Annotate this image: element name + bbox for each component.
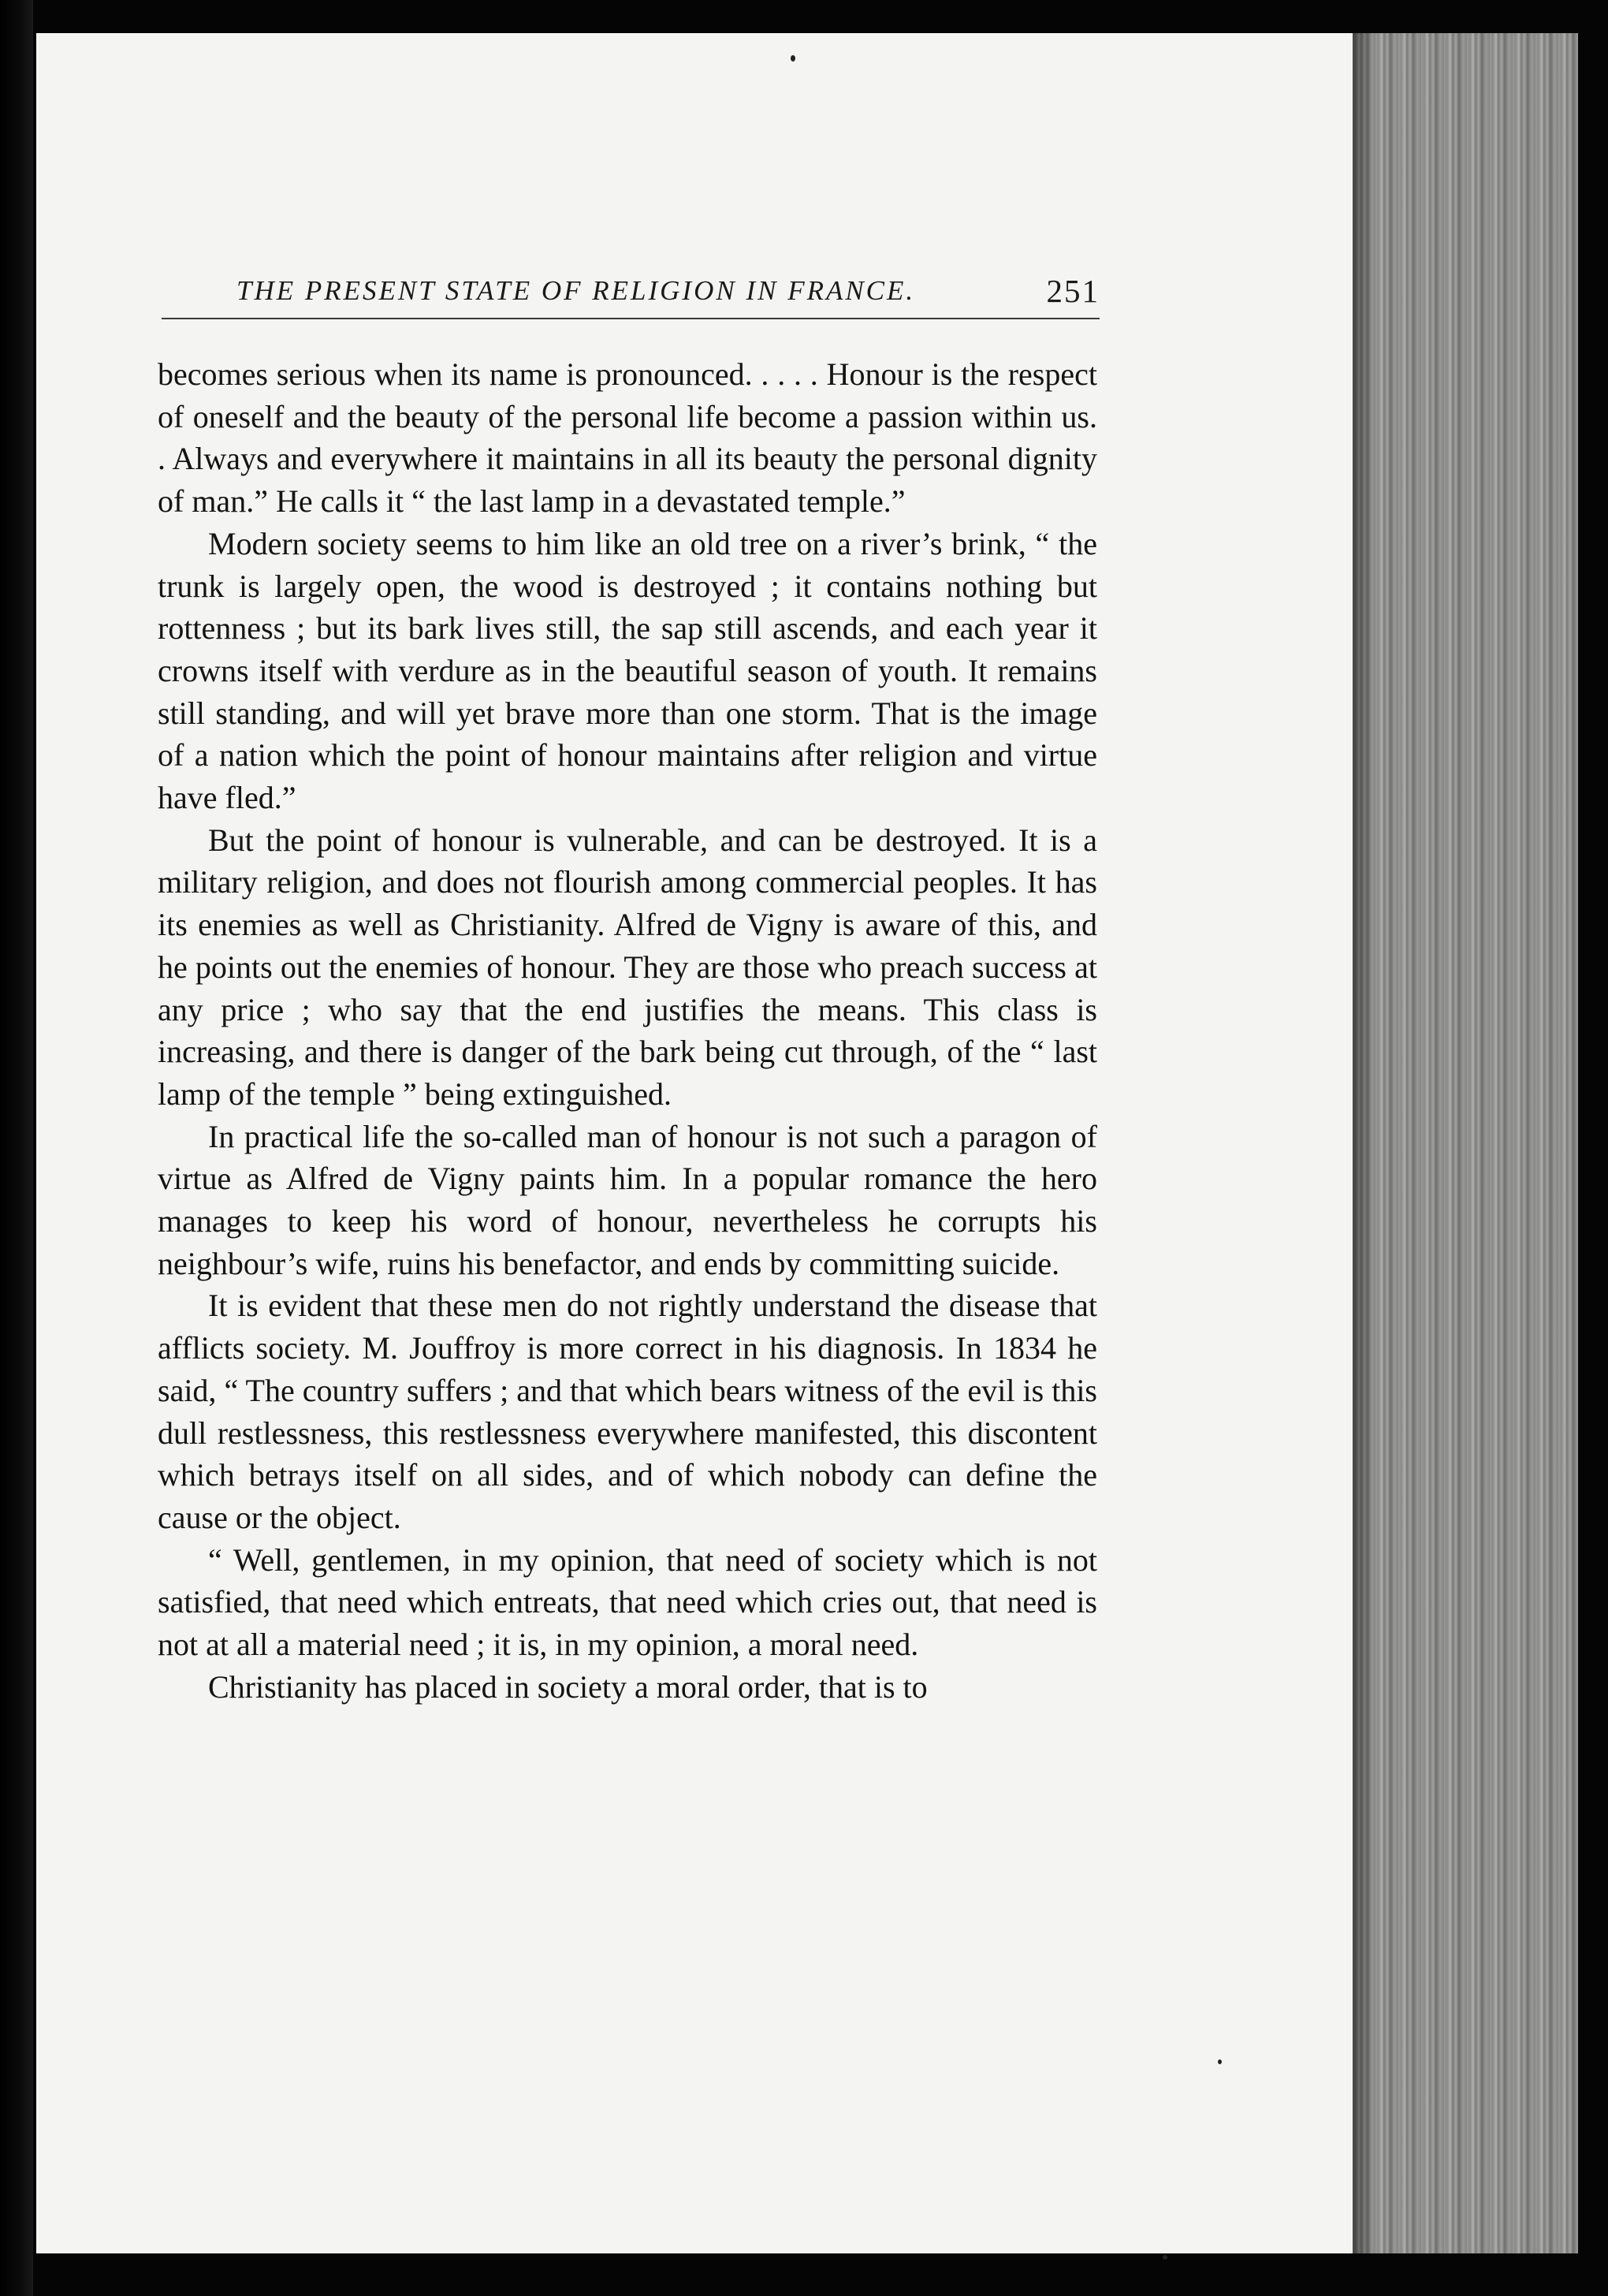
paragraph: It is evident that these men do not rightly understand the disease that afflicts society. M. Jouffroy is more correct in his diagnosis. In 1834 he said, “ The country suffers ; and that which bears witness of the evil is this dull restlessness, this restlessness everywhere manifested, this discontent which betrays itself on all sides, and of which nobody can define the cause or the object. bbox=[158, 1288, 1097, 1535]
paragraph: Modern society seems to him like an old tree on a river’s brink, “ the trunk is largely open, the wood is destroyed ; it contains nothing but rottenness ; but its bark lives still, the sap still ascends, and each year it crowns itself with verdure as in the beautiful season of youth. It remains still standing, and will yet brave more than one storm. That is the image of a nation which the point of honour maintains after religion and virtue have fled.” bbox=[158, 525, 1097, 816]
paragraph: In practical life the so-called man of honour is not such a paragon of virtue as Alfred de Vigny paints him. In a popular romance the hero manages to keep his word of honour, nevertheless he corrupts his neighbour’s wife, ruins his benefactor, and ends by committing suicide. bbox=[158, 1118, 1097, 1281]
page-stack-edges bbox=[1353, 33, 1586, 2253]
facing-page-edge bbox=[0, 0, 33, 2296]
page-stack-shadow bbox=[1353, 33, 1373, 2253]
paragraph-continues: Christianity has placed in society a moral order, that is to bbox=[208, 1668, 928, 1705]
dust-speck bbox=[1163, 2255, 1167, 2260]
paragraph-continued: becomes serious when its name is pronounced. . . . . Honour is the respect of oneself and the beauty of the personal life become a passion within us. . Always and everywhere it maintains in all its beauty the personal dignity of man.” He calls it “ the last lamp in a devastated temple.” bbox=[158, 356, 1097, 520]
dust-speck bbox=[791, 55, 795, 62]
header-rule bbox=[162, 318, 1100, 319]
page-number: 251 bbox=[1046, 273, 1100, 309]
paragraph: “ Well, gentlemen, in my opinion, that need of society which is not satisfied, that need which entreats, that need which cries out, that need is not at all a material need ; it is, in my opinion, a moral need. bbox=[158, 1541, 1097, 1663]
paragraph: But the point of honour is vulnerable, and can be destroyed. It is a military religion, and does not flourish among commercial peoples. It has its enemies as well as Christianity. Alfred de Vigny is aware of this, and he points out the enemies of honour. They are those who preach success at any price ; who say that the end justifies the means. This class is increasing, and there is danger of the bark being cut through, of the “ last lamp of the temple ” being extinguished. bbox=[158, 822, 1097, 1112]
body-text bbox=[158, 353, 1097, 1709]
running-head-title: THE PRESENT STATE OF RELIGION IN FRANCE. bbox=[236, 275, 916, 306]
running-head bbox=[158, 272, 1100, 319]
dust-speck bbox=[1218, 2059, 1222, 2064]
background-edge bbox=[1578, 0, 1608, 2296]
